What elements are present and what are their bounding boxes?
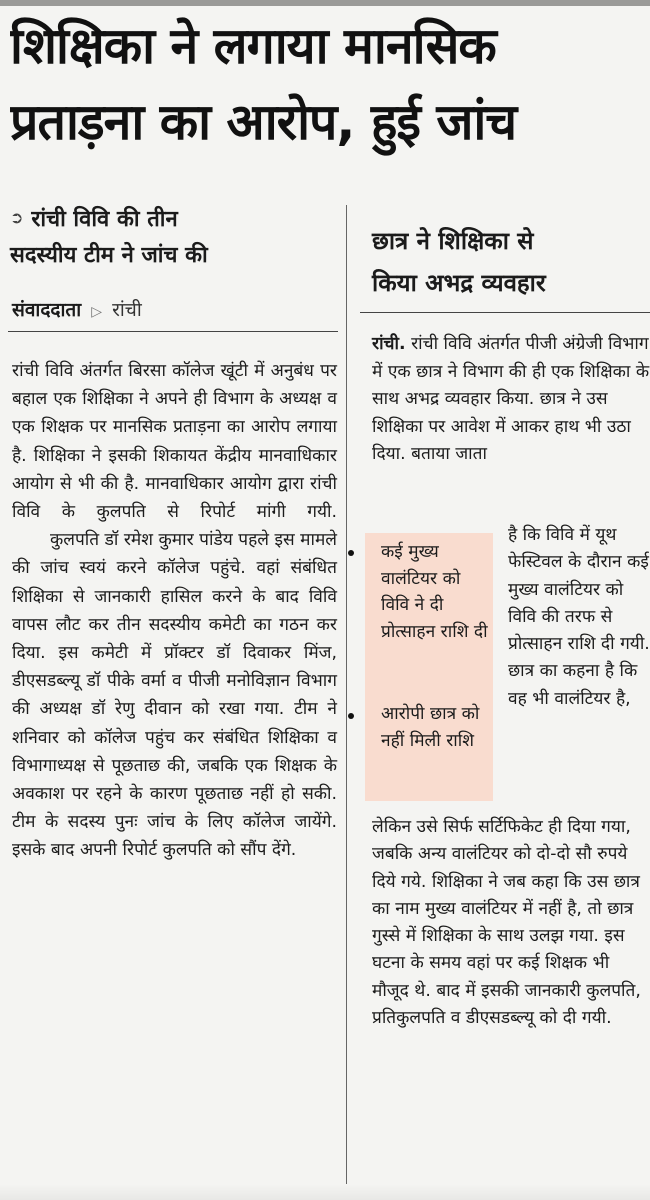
byline-city: रांची: [112, 299, 142, 321]
sidebar-text-bottom: लेकिन उसे सिर्फ सर्टिफिकेट ही दिया गया, जबकि अन्य वालंटियर को दो-दो सौ रुपये दिये गये. शिक्षिका ने जब कहा कि उस छात्र का नाम मुख्य वालंटियर में नहीं है, तो छात्र गुस्से में शिक्षिका के साथ उलझ गया. इस घटना के समय वहां पर कई शिक्षक भी मौजूद थे. बाद में इसकी जानकारी कुलपति, प्रतिकुलपति व डीएसडब्ल्यू को दी गयी.: [372, 817, 641, 1029]
sidebar-title-line-2: किया अभद्र व्यवहार: [372, 269, 546, 297]
left-article-column: [12, 357, 337, 865]
left-paragraph-2: कुलपति डॉ रमेश कुमार पांडेय पहले इस मामले की जांच स्वयं करने कॉलेज पहुंचे. वहां संबंधित शिक्षिका से जानकारी हासिल करने के बाद विवि वापस लौट कर तीन सदस्यीय कमेटी का गठन कर दिया. इस कमेटी में प्रॉक्टर डॉ दिवाकर मिंज, डीएसडब्ल्यू डॉ पीके वर्मा व पीजी मनोविज्ञान विभाग की अध्यक्ष डॉ रेणु दीवान को रखा गया. टीम ने शनिवार को कॉलेज पहुंच कर संबंधित शिक्षिका व विभागाध्यक्ष से पूछताछ की, जबकि एक शिक्षक के अवकाश पर रहने के कारण पूछताछ नहीं हो सकी. टीम के सदस्य पुनः जांच के लिए कॉलेज जायेंगे. इसके बाद अपनी रिपोर्ट कुलपति को सौंप देंगे.: [12, 530, 337, 861]
triangle-icon: ▷: [91, 304, 103, 320]
arrow-bullet-icon: ➲: [10, 208, 24, 227]
column-divider: [346, 205, 347, 1195]
page-bottom-edge: [0, 1184, 650, 1200]
byline-rule: [8, 331, 338, 332]
sidebar-dateline: रांची.: [372, 334, 406, 354]
left-paragraph-1: रांची विवि अंतर्गत बिरसा कॉलेज खूंटी में अनुबंध पर बहाल एक शिक्षिका ने अपने ही विभाग के अध्यक्ष व एक शिक्षक पर मानसिक प्रताड़ना का आरोप लगाया है. शिक्षिका ने इसकी शिकायत केंद्रीय मानवाधिकार आयोग से भी की है. मानवाधिकार आयोग द्वारा रांची विवि के कुलपति से रिपोर्ट मांगी गयी.: [12, 361, 337, 523]
sidebar-text-top: [372, 331, 650, 469]
byline: [12, 296, 142, 322]
bullet-dot-icon: [348, 550, 354, 556]
headline: [10, 8, 646, 160]
sidebar-title-rule: [360, 312, 650, 313]
byline-reporter: संवाददाता: [12, 299, 82, 321]
headline-line-2: प्रताड़ना का आरोप, हुई जांच: [10, 93, 517, 151]
headline-line-1: शिक्षिका ने लगाया मानसिक: [10, 17, 496, 75]
sidebar-title-line-1: छात्र ने शिक्षिका से: [372, 227, 534, 255]
sidebar-text-middle: है कि विवि में यूथ फेस्टिवल के दौरान कई मुख्य वालंटियर को विवि की तरफ से प्रोत्साहन राशि दी गयी. छात्र का कहना है कि वह भी वालंटियर है,: [508, 525, 650, 709]
pull-quote-box: [365, 533, 493, 801]
pull-quote-item-1: कई मुख्य वालंटियर को विवि ने दी प्रोत्साहन राशि दी: [381, 542, 488, 642]
subheadline: [10, 200, 340, 274]
bullet-dot-icon: [348, 713, 354, 719]
pull-quote-item-2: आरोपी छात्र को नहीं मिली राशि: [381, 704, 480, 751]
subheadline-line-1: रांची विवि की तीन: [31, 207, 178, 232]
sidebar-story-title: [372, 220, 642, 304]
subheadline-line-2: सदस्यीय टीम ने जांच की: [10, 243, 208, 268]
page-top-edge: [0, 0, 650, 6]
sidebar-text-top-body: रांची विवि अंतर्गत पीजी अंग्रेजी विभाग में एक छात्र ने विभाग की ही एक शिक्षिका के साथ अभद्र व्यवहार किया. छात्र ने उस शिक्षिका पर आवेश में आकर हाथ भी उठा दिया. बताया जाता: [372, 334, 650, 464]
